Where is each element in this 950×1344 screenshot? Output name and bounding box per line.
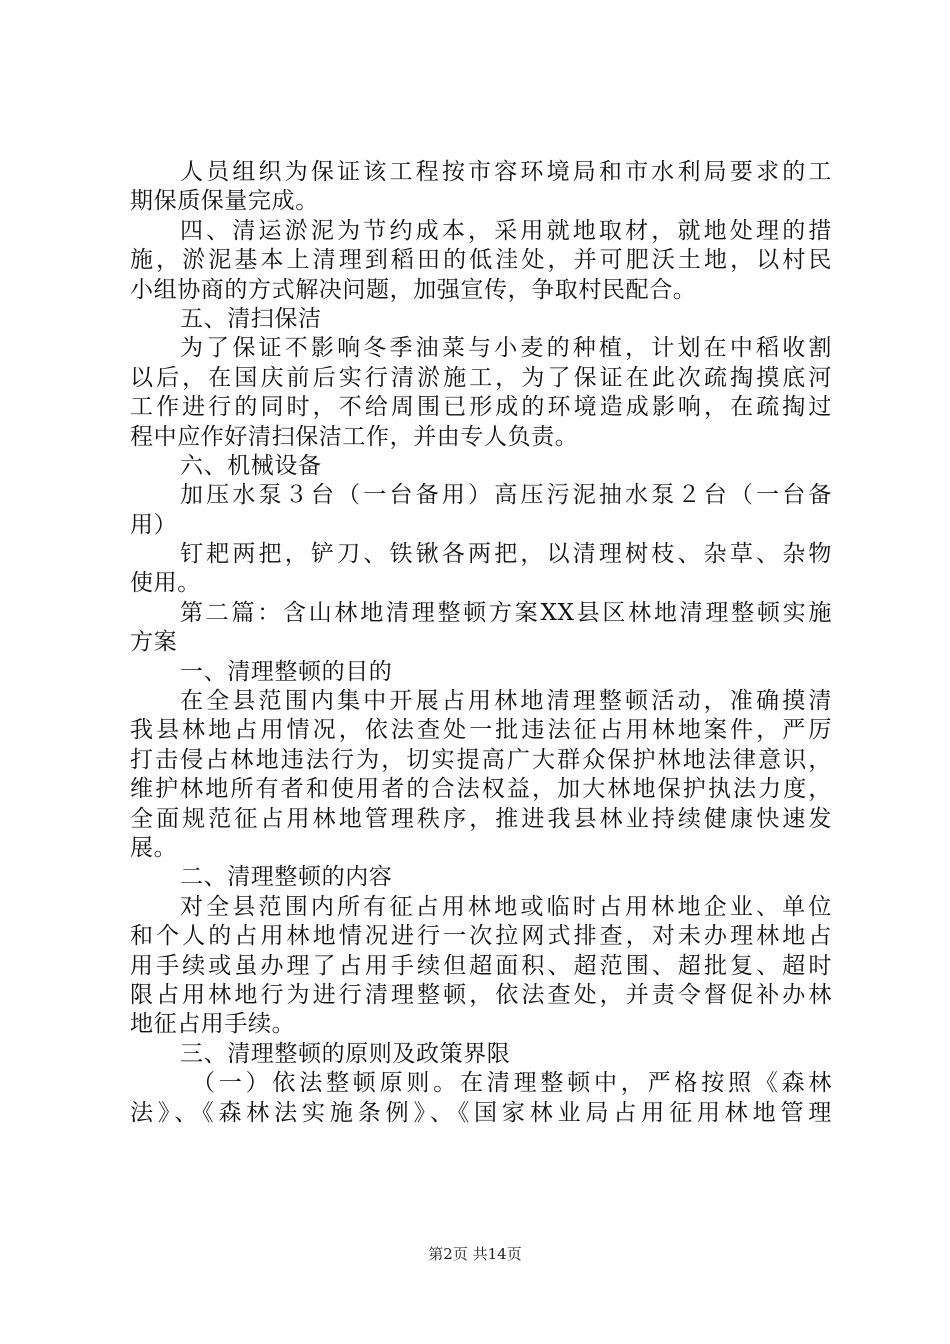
text-line: 第二篇：含山林地清理整顿方案XX县区林地清理整顿实施	[180, 599, 832, 626]
text-line: 使用。	[130, 570, 201, 597]
text-line: 用）	[130, 511, 178, 538]
text-line: 展。	[130, 834, 178, 861]
text-line: 工作进行的同时，不给周围已形成的环境造成影响，在疏掏过	[130, 394, 832, 421]
text-line: （一）依法整顿原则。在清理整顿中，严格按照《森林	[192, 1070, 832, 1097]
text-line: 用手续或虽办理了占用手续但超面积、超范围、超批复、超时	[130, 952, 832, 979]
text-line: 期保质保量完成。	[130, 188, 319, 215]
text-line: 一、清理整顿的目的	[180, 658, 393, 685]
text-line: 我县林地占用情况，依法查处一批违法征占用林地案件，严厉	[130, 717, 832, 744]
text-line: 全面规范征占用林地管理秩序，推进我县林业持续健康快速发	[130, 805, 832, 832]
document-body	[130, 158, 832, 1128]
text-line: 二、清理整顿的内容	[180, 864, 393, 891]
text-line: 法》、《森林法实施条例》、《国家林业局占用征用林地管理	[130, 1099, 832, 1126]
text-line: 打击侵占林地违法行为，切实提高广大群众保护林地法律意识，	[130, 746, 832, 773]
text-line: 五、清扫保洁	[180, 305, 322, 332]
text-line: 对全县范围内所有征占用林地或临时占用林地企业、单位	[180, 893, 832, 920]
text-line: 施，淤泥基本上清理到稻田的低洼处，并可肥沃土地，以村民	[130, 247, 832, 274]
text-line: 和个人的占用林地情况进行一次拉网式排查，对未办理林地占	[130, 923, 832, 950]
text-line: 小组协商的方式解决问题，加强宣传，争取村民配合。	[130, 276, 697, 303]
text-line: 六、机械设备	[180, 452, 322, 479]
text-line: 以后，在国庆前后实行清淤施工，为了保证在此次疏掏摸底河	[130, 364, 832, 391]
text-line: 钉耙两把，铲刀、铁锹各两把，以清理树枝、杂草、杂物	[180, 541, 832, 568]
text-line: 为了保证不影响冬季油菜与小麦的种植，计划在中稻收割	[180, 335, 832, 362]
text-line: 地征占用手续。	[130, 1011, 296, 1038]
text-line: 在全县范围内集中开展占用林地清理整顿活动，准确摸清	[180, 688, 832, 715]
text-line: 维护林地所有者和使用者的合法权益，加大林地保护执法力度，	[130, 776, 832, 803]
text-line: 方案	[130, 629, 178, 656]
text-line: 程中应作好清扫保洁工作，并由专人负责。	[130, 423, 579, 450]
page-footer: 第2页 共14页	[428, 1245, 522, 1263]
text-line: 加压水泵３台（一台备用）高压污泥抽水泵２台（一台备	[180, 482, 832, 509]
text-line: 四、清运淤泥为节约成本，采用就地取材，就地处理的措	[180, 217, 832, 244]
text-line: 三、清理整顿的原则及政策界限	[180, 1040, 511, 1067]
text-line: 限占用林地行为进行清理整顿，依法查处，并责令督促补办林	[130, 981, 832, 1008]
text-line: 人员组织为保证该工程按市容环境局和市水利局要求的工	[180, 159, 832, 185]
